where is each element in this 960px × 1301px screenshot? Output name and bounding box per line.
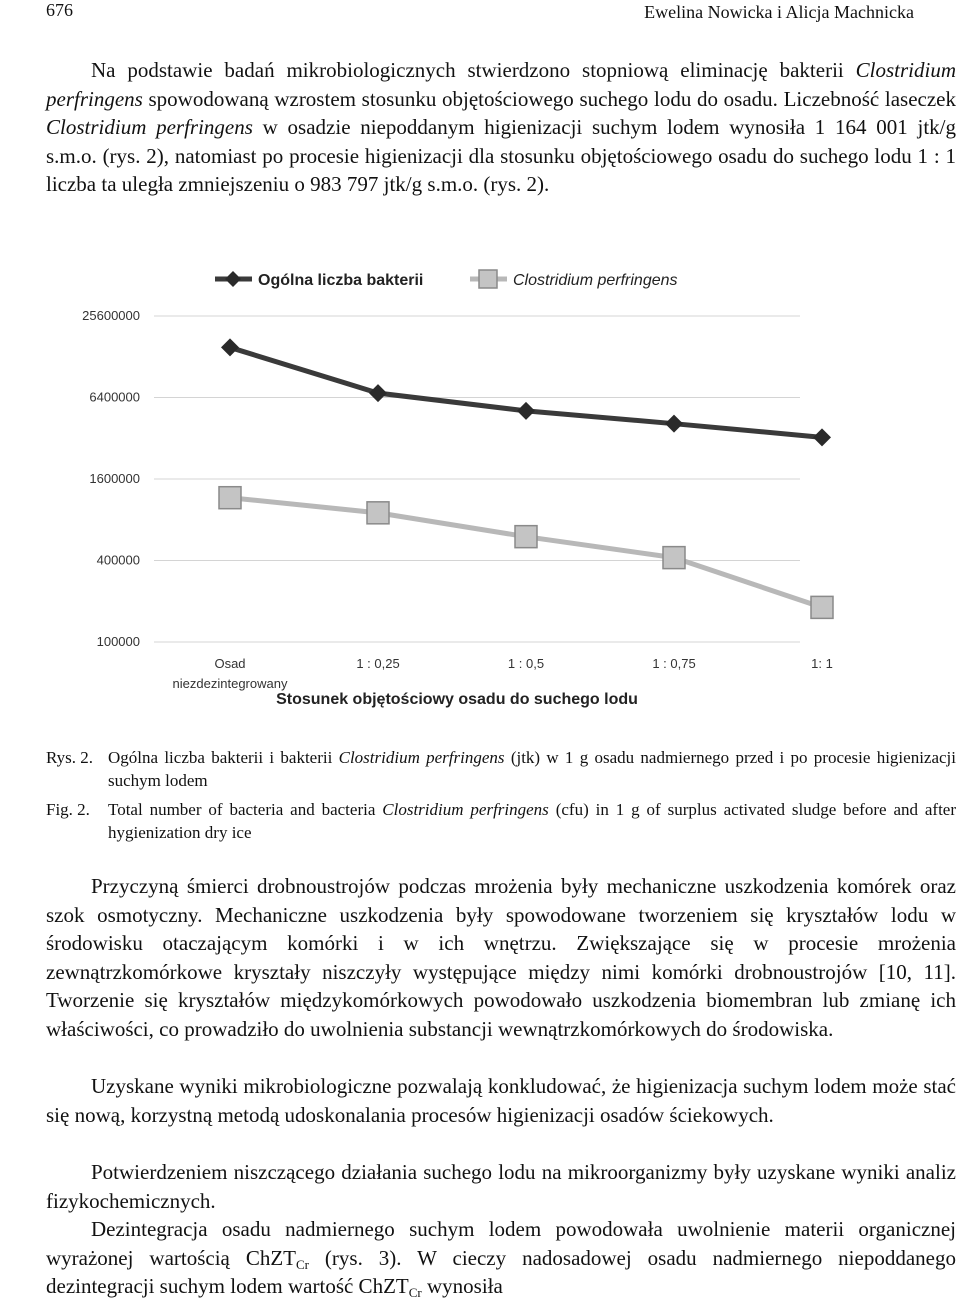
- y-tick-label: 100000: [96, 634, 140, 649]
- species-name: Clostridium perfringens: [338, 748, 505, 767]
- data-point-square: [219, 487, 241, 509]
- data-point-diamond: [221, 338, 239, 356]
- caption-polish: [46, 746, 956, 794]
- subscript-cr: Cr: [408, 1285, 422, 1300]
- legend-label: Clostridium perfringens: [513, 272, 678, 289]
- series-line-1: [230, 498, 822, 608]
- x-axis-title: Stosunek objętościowy osadu do suchego lodu: [276, 691, 638, 708]
- p5-text-3: wynosiła: [421, 1274, 503, 1298]
- p5-text-2: (rys. 3). W cieczy nadosadowej osadu nadmiernego niepoddanego dezintegracji suchym lodem wartość ChZT: [46, 1245, 956, 1298]
- data-point-square: [663, 547, 685, 569]
- caption-text-2: (jtk) w 1 g osadu nadmiernego przed i po procesie higienizacji suchym lodem: [108, 748, 957, 790]
- x-tick-label: niezdezintegrowany: [172, 676, 288, 691]
- series-line-0: [230, 347, 822, 437]
- intro-text-3: w osadzie niepoddanym higienizacji suchym lodem wynosiła 1 164 001 jtk/g s.m.o. (rys. 2), natomiast po procesie higienizacji dla stosunku objętościowego osadu do suchego lodu 1 : 1 liczba ta uległa zmniejszeniu o 983 797 jtk/g s.m.o. (rys. 2).: [46, 115, 956, 196]
- caption-text-1: Ogólna liczba bakterii i bakterii: [108, 748, 339, 767]
- caption-body: [108, 798, 956, 844]
- intro-text-1: Na podstawie badań mikrobiologicznych stwierdzono stopniową eliminację bakterii: [91, 58, 856, 82]
- page-header: [46, 0, 914, 24]
- legend-marker: [225, 271, 241, 287]
- y-tick-label: 6400000: [89, 389, 140, 405]
- legend-label: Ogólna liczba bakterii: [258, 272, 424, 289]
- paragraph-disintegration: [46, 1215, 956, 1301]
- bacteria-line-chart: [50, 258, 833, 718]
- caption-label: Fig. 2.: [46, 800, 90, 819]
- paragraph-conclusion: Uzyskane wyniki mikrobiologiczne pozwalają konkludować, że higienizacja suchym lodem może stać się nową, korzystną metodą udoskonalania procesów higienizacji osadów ściekowych.: [46, 1074, 956, 1127]
- species-name: Clostridium perfringens: [46, 58, 956, 111]
- species-name: Clostridium perfringens: [382, 800, 549, 819]
- x-tick-label: 1 : 0,5: [507, 656, 545, 671]
- y-tick-label: 1600000: [89, 471, 140, 486]
- x-tick-label: Osad: [214, 656, 246, 671]
- legend-marker: [479, 270, 497, 288]
- data-point-diamond: [813, 428, 831, 446]
- y-tick-label: 400000: [96, 552, 140, 568]
- intro-paragraph: [46, 56, 956, 199]
- x-tick-label: 1 : 0,75: [652, 656, 696, 671]
- data-point-diamond: [665, 415, 683, 433]
- species-name: Clostridium perfringens: [46, 115, 253, 139]
- data-point-diamond: [369, 384, 387, 402]
- data-point-square: [367, 502, 389, 524]
- data-point-diamond: [517, 402, 535, 420]
- caption-english: [46, 798, 956, 846]
- caption-label: Rys. 2.: [46, 748, 94, 767]
- caption-body: [108, 746, 956, 792]
- y-tick-label: 25600000: [82, 308, 140, 323]
- caption-text-2: (cfu) in 1 g of surplus activated sludge before and after hygienization dry ice: [108, 800, 957, 842]
- caption-text-1: Total number of bacteria and bacteria: [108, 800, 383, 819]
- running-head: Ewelina Nowicka i Alicja Machnicka: [644, 2, 914, 22]
- data-point-square: [811, 596, 833, 618]
- data-point-square: [515, 526, 537, 548]
- intro-text-2: spowodowaną wzrostem stosunku objętościowego suchego lodu do osadu. Liczebność laseczek: [142, 86, 956, 111]
- x-tick-label: 1: 1: [811, 656, 833, 671]
- p5-text-1: Dezintegracja osadu nadmiernego suchym lodem powodowała uwolnienie materii organicznej wyrażonej wartością ChZT: [46, 1217, 956, 1270]
- x-tick-label: 1 : 0,25: [356, 656, 400, 671]
- subscript-cr: Cr: [295, 1256, 309, 1272]
- paragraph-freezing: Przyczyną śmierci drobnoustrojów podczas mrożenia były mechaniczne uszkodzenia komórek oraz szok osmotyczny. Mechaniczne uszkodzenia były spowodowane tworzeniem się kryształów lodu w środowisku otaczającym komórki i w ich wnętrzu. Zwiększające się w procesie mrożenia zewnątrzkomórkowe kryształy niszczyły występujące między nimi komórki drobnoustrojów [10, 11]. Tworzenie się kryształów międzykomórkowych powodowało uszkodzenia biomembran lub zmianę ich właściwości, co prowadziło do uwolnienia substancji wewnątrzkomórkowych do środowiska.: [46, 874, 956, 1041]
- page-number: 676: [46, 0, 73, 20]
- paragraph-physchem: Potwierdzeniem niszczącego działania suchego lodu na mikroorganizmy były uzyskane wyniki analiz fizykochemicznych.: [46, 1160, 956, 1213]
